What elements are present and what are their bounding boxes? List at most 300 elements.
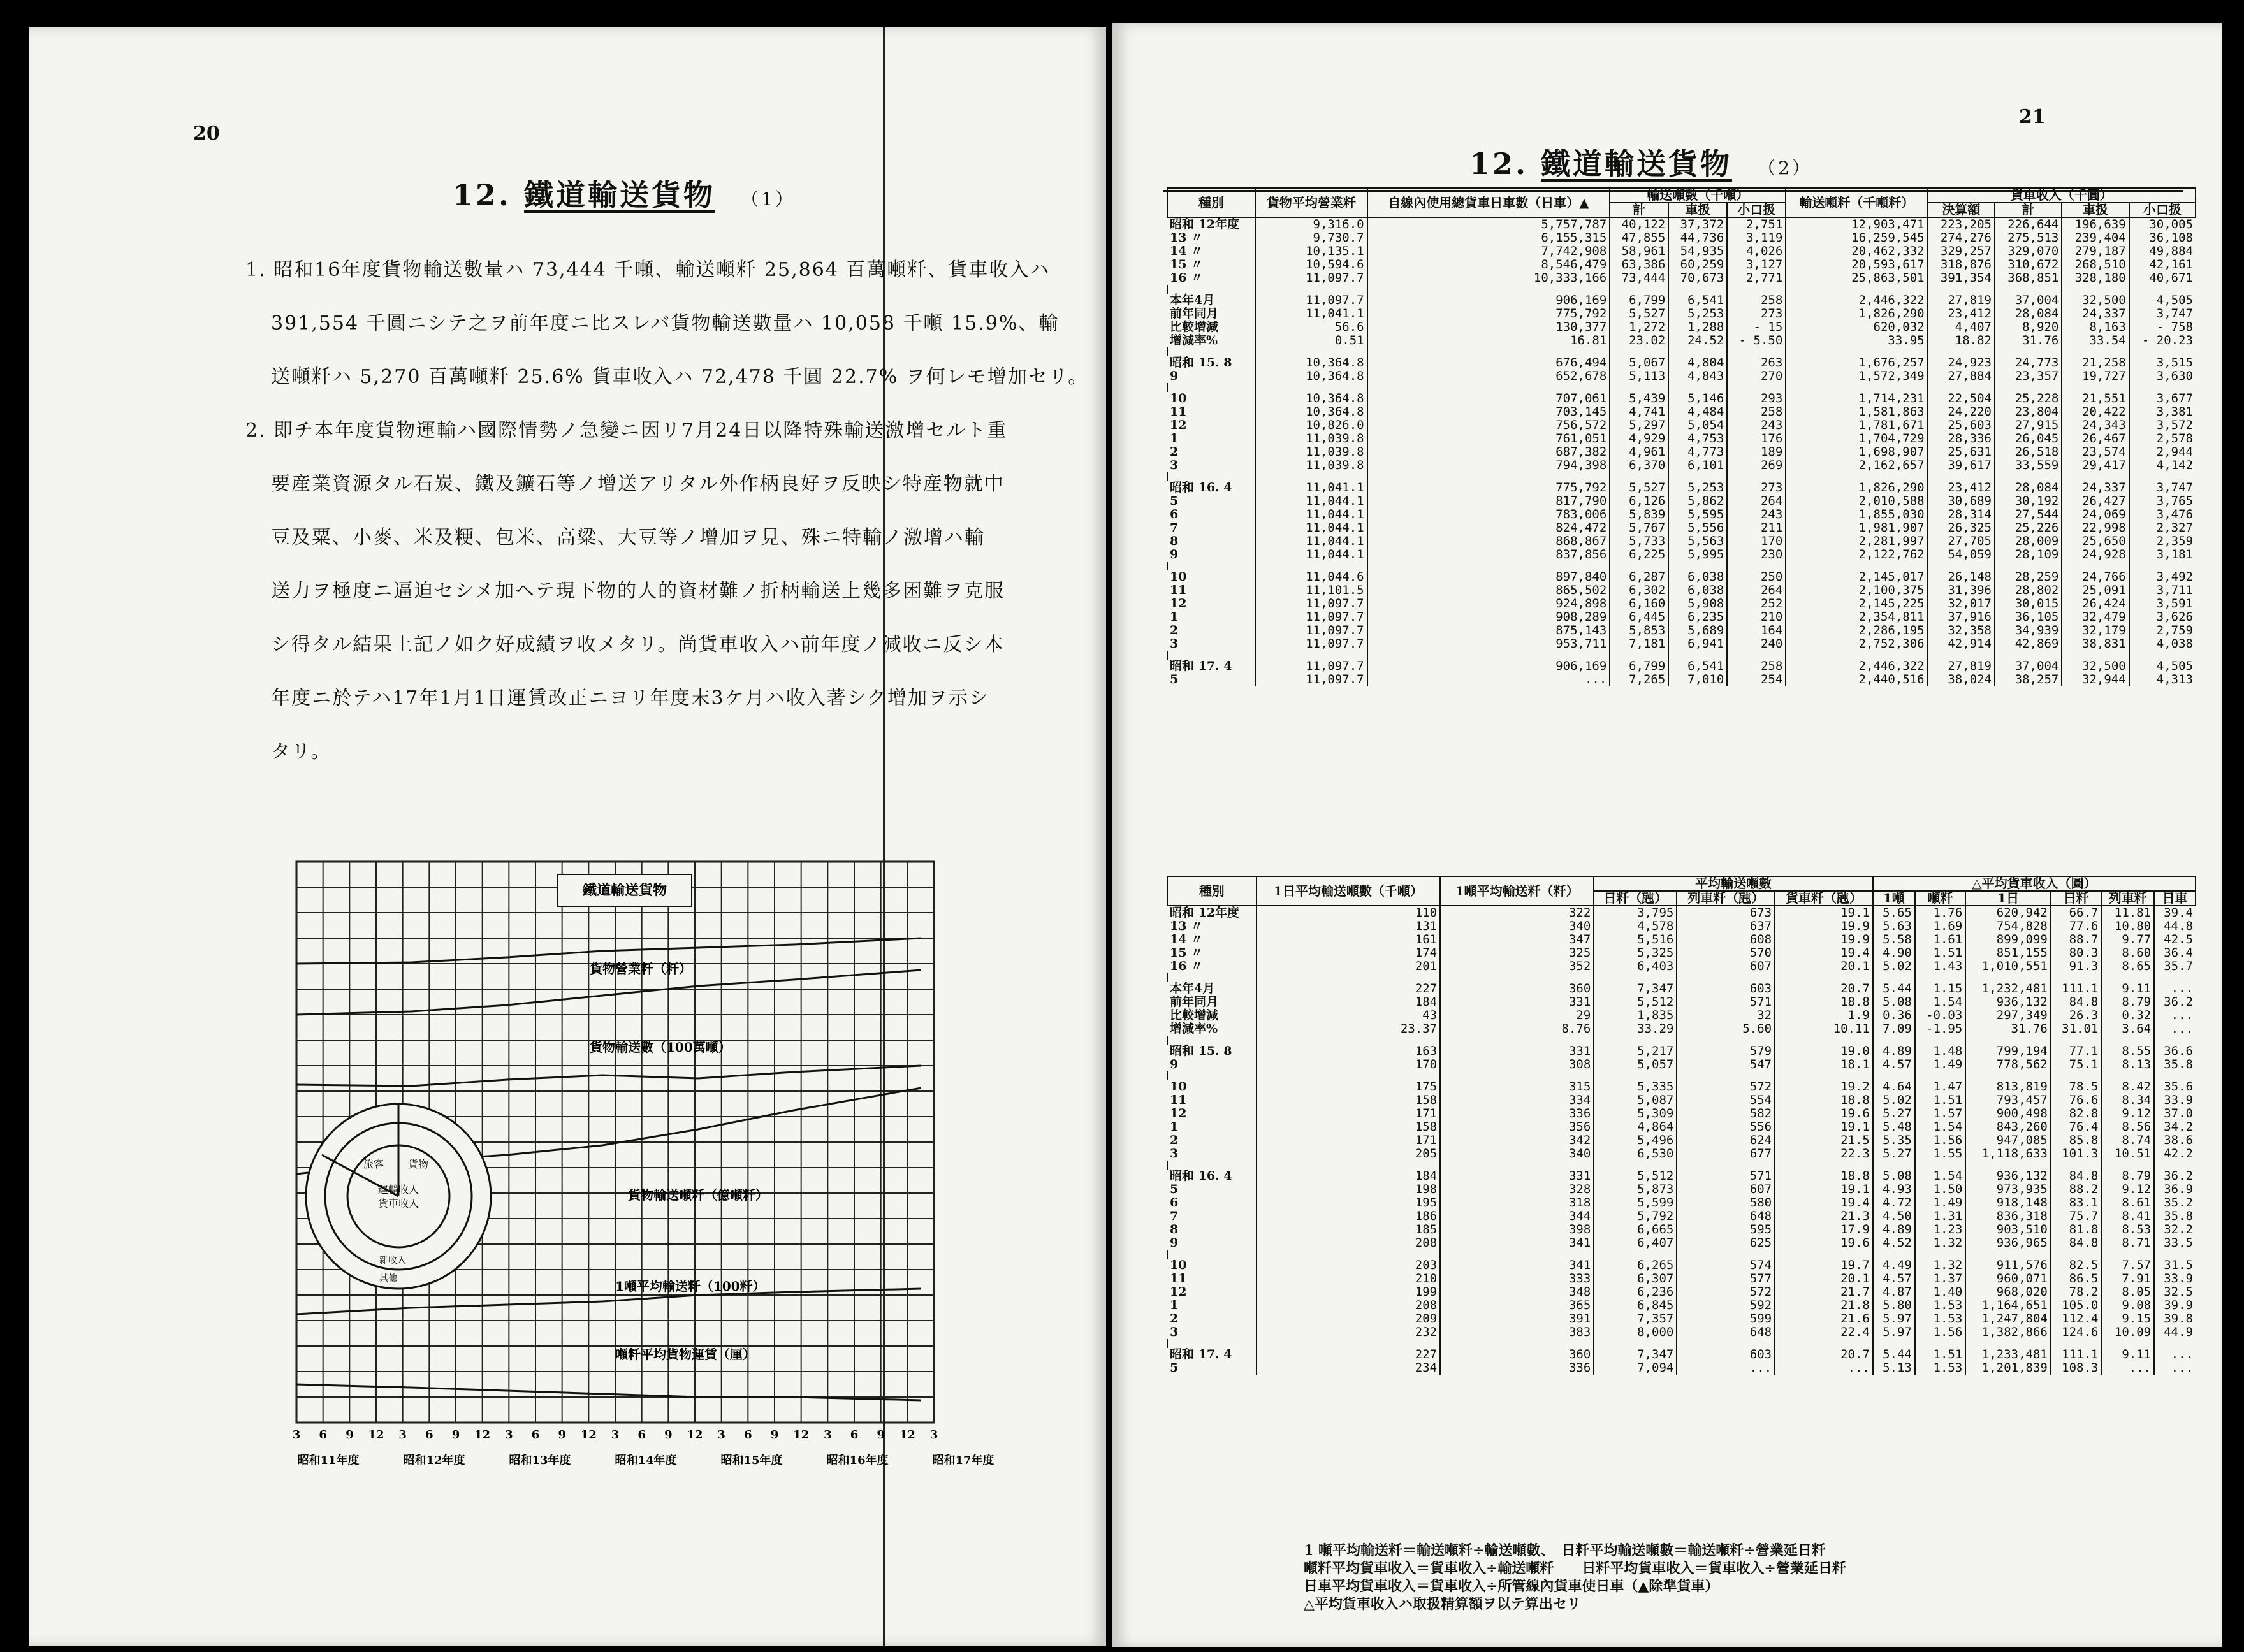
table-cell: 344 xyxy=(1440,1210,1594,1223)
table-cell: 36.2 xyxy=(2154,1170,2196,1183)
table-cell: 44,736 xyxy=(1668,231,1727,245)
row-label: 10 xyxy=(1170,570,1187,584)
row-gap xyxy=(1167,1036,2196,1045)
table-cell: 189 xyxy=(1727,446,1786,459)
table-cell: 70,673 xyxy=(1668,272,1727,285)
table-cell: 817,790 xyxy=(1367,495,1610,508)
table-cell: 5.97 xyxy=(1873,1326,1915,1339)
table-cell: 19.1 xyxy=(1775,1120,1873,1134)
table-cell: 5,253 xyxy=(1668,481,1727,495)
table-cell: 88.7 xyxy=(2051,933,2101,946)
table-row xyxy=(1167,960,2196,973)
text-line: 2. 即チ本年度貨物運輸ハ國際情勢ノ急變ニ因リ7月24日以降特殊輸送激增セルト重 xyxy=(245,419,1008,442)
table-cell: 10.80 xyxy=(2101,920,2154,933)
col-header: 決算額 xyxy=(1928,203,1995,217)
table-cell: 27,819 xyxy=(1928,294,1995,307)
table-cell: 5.08 xyxy=(1873,996,1915,1009)
table-cell: 24,766 xyxy=(2062,570,2129,584)
table-cell: 761,051 xyxy=(1367,432,1610,446)
table-cell: 398 xyxy=(1440,1223,1594,1236)
table-cell: 38,257 xyxy=(1995,673,2062,686)
table-cell: 44.8 xyxy=(2154,920,2196,933)
table-cell: 1,164,651 xyxy=(1965,1299,2051,1312)
row-gap xyxy=(1167,562,2196,570)
table-cell: 5.27 xyxy=(1873,1147,1915,1161)
table-cell: 2,759 xyxy=(2129,624,2196,637)
table-cell: 328,180 xyxy=(2062,272,2129,285)
table-cell: 2,122,762 xyxy=(1786,548,1927,562)
table-cell: 38.6 xyxy=(2154,1134,2196,1147)
row-label: 14 〃 xyxy=(1170,244,1204,258)
table-cell: 28,259 xyxy=(1995,570,2062,584)
table-cell: 837,856 xyxy=(1367,548,1610,562)
table-cell: 8,000 xyxy=(1594,1326,1677,1339)
table-cell: 1.61 xyxy=(1915,933,1965,946)
table-cell: 620,032 xyxy=(1786,321,1927,334)
row-label: 5 xyxy=(1170,1361,1179,1375)
table-row xyxy=(1167,570,2196,584)
table-cell: 20.7 xyxy=(1775,982,1873,996)
row-gap xyxy=(1167,1071,2196,1080)
table-cell: 66.7 xyxy=(2051,906,2101,920)
series-label: 貨物營業粁（粁） xyxy=(590,961,692,976)
series-label: 貨物輸送數（100萬噸） xyxy=(590,1040,731,1055)
row-label: 16 〃 xyxy=(1170,271,1204,285)
table-cell: 2,145,225 xyxy=(1786,597,1927,611)
table-cell: 11,097.7 xyxy=(1255,294,1367,307)
table-cell: 4,505 xyxy=(2129,294,2196,307)
right-page xyxy=(1112,23,2222,1647)
table-cell: 1,826,290 xyxy=(1786,307,1927,321)
table-cell: 6,225 xyxy=(1610,548,1668,562)
x-tick-label: 3 xyxy=(292,1428,301,1442)
table-cell: 5.65 xyxy=(1873,906,1915,920)
table-cell: 8,920 xyxy=(1995,321,2062,334)
table-row xyxy=(1167,231,2196,245)
table-cell: ... xyxy=(2154,1361,2196,1375)
col-header: 車扱 xyxy=(2062,203,2129,217)
table-cell: 39.8 xyxy=(2154,1312,2196,1326)
table-cell: 775,792 xyxy=(1367,481,1610,495)
table-cell: 11,039.8 xyxy=(1255,446,1367,459)
table-cell: 254 xyxy=(1727,673,1786,686)
pie-label: 貨車收入 xyxy=(377,1198,419,1210)
footnote: 噸粁平均貨車收入＝貨車收入÷輸送噸粁 日粁平均貨車收入＝貨車收入÷營業延日粁 xyxy=(1304,1560,1846,1577)
table-cell: 6,038 xyxy=(1668,570,1727,584)
table-cell: 572 xyxy=(1677,1080,1775,1094)
table-cell: 30,015 xyxy=(1995,597,2062,611)
table-cell: 9,730.7 xyxy=(1255,231,1367,245)
x-tick-label: 12 xyxy=(474,1428,491,1442)
table-cell: 28,084 xyxy=(1995,307,2062,321)
table-row xyxy=(1167,624,2196,637)
freight-average-table xyxy=(1167,876,2196,1375)
x-tick-label: 6 xyxy=(850,1428,859,1442)
table-cell: 105.0 xyxy=(2051,1299,2101,1312)
table-cell: 171 xyxy=(1257,1107,1440,1120)
page-number-left: 20 xyxy=(193,122,220,145)
table-cell: 1,676,257 xyxy=(1786,356,1927,370)
row-label: 11 xyxy=(1170,405,1187,419)
table-cell: 11,097.7 xyxy=(1255,597,1367,611)
row-label: 9 xyxy=(1170,547,1179,562)
table-cell: 58,961 xyxy=(1610,245,1668,258)
table-row xyxy=(1167,217,2196,231)
table-row xyxy=(1167,1259,2196,1272)
table-cell: 29 xyxy=(1440,1009,1594,1022)
table-cell: 33.9 xyxy=(2154,1272,2196,1286)
table-cell: 2,145,017 xyxy=(1786,570,1927,584)
table-cell: 2,327 xyxy=(2129,521,2196,535)
table-cell: 4,026 xyxy=(1727,245,1786,258)
table-cell: 11,097.7 xyxy=(1255,660,1367,673)
table-cell: 28,314 xyxy=(1928,508,1995,521)
table-cell: 599 xyxy=(1677,1312,1775,1326)
table-cell: 8.79 xyxy=(2101,1170,2154,1183)
row-label: 5 xyxy=(1170,672,1179,686)
table-cell: 571 xyxy=(1677,996,1775,1009)
table-cell: 347 xyxy=(1440,933,1594,946)
table-cell: 4.90 xyxy=(1873,946,1915,960)
text-line: 年度ニ於テハ17年1月1日運賃改正ニヨリ年度末3ケ月ハ收入著シク增加ヲ示シ xyxy=(271,687,990,709)
table-cell: 577 xyxy=(1677,1272,1775,1286)
table-cell: 6,302 xyxy=(1610,584,1668,597)
table-cell: 336 xyxy=(1440,1107,1594,1120)
footnote: 1 噸平均輸送粁＝輸送噸粁÷輸送噸數、 日粁平均輸送噸數＝輸送噸粁÷營業延日粁 xyxy=(1304,1542,1826,1559)
table-cell: 195 xyxy=(1257,1196,1440,1210)
table-cell: 37,916 xyxy=(1928,611,1995,624)
table-cell: 1.51 xyxy=(1915,1094,1965,1107)
table-cell: 620,942 xyxy=(1965,906,2051,920)
table-cell: 1.50 xyxy=(1915,1183,1965,1196)
table-cell: 1,698,907 xyxy=(1786,446,1927,459)
table-cell: 4,484 xyxy=(1668,405,1727,419)
table-cell: 10,135.1 xyxy=(1255,245,1367,258)
table-cell: 10.09 xyxy=(2101,1326,2154,1339)
table-cell: 203 xyxy=(1257,1259,1440,1272)
pie-label: 貨物 xyxy=(408,1158,429,1170)
year-label: 昭和12年度 xyxy=(403,1454,465,1467)
table-cell: 11,097.7 xyxy=(1255,624,1367,637)
table-cell: 42.2 xyxy=(2154,1147,2196,1161)
table-cell: 7,357 xyxy=(1594,1312,1677,1326)
col-header: 貨車粁（瓲） xyxy=(1775,891,1873,906)
table-cell: 875,143 xyxy=(1367,624,1610,637)
table-cell: 18.8 xyxy=(1775,1094,1873,1107)
table-cell: 1.53 xyxy=(1915,1299,1965,1312)
table-cell: 608 xyxy=(1677,933,1775,946)
table-row xyxy=(1167,508,2196,521)
table-cell: 209 xyxy=(1257,1312,1440,1326)
table-cell: ... xyxy=(1775,1361,1873,1375)
table-cell: 240 xyxy=(1727,637,1786,651)
row-label: 5 xyxy=(1170,494,1179,508)
table-cell: 26,518 xyxy=(1995,446,2062,459)
year-label: 昭和11年度 xyxy=(297,1454,360,1467)
table-cell: 22.3 xyxy=(1775,1147,1873,1161)
table-cell: 25,631 xyxy=(1928,446,1995,459)
table-cell: 6,160 xyxy=(1610,597,1668,611)
table-cell: 1.37 xyxy=(1915,1272,1965,1286)
table-cell: 36.4 xyxy=(2154,946,2196,960)
table-cell: 637 xyxy=(1677,920,1775,933)
table-cell: 973,935 xyxy=(1965,1183,2051,1196)
table-cell: 1.54 xyxy=(1915,996,1965,1009)
table-cell: 360 xyxy=(1440,1348,1594,1361)
table-cell: 4,505 xyxy=(2129,660,2196,673)
freight-volume-table xyxy=(1167,187,2196,686)
row-label: 本年4月 xyxy=(1170,982,1215,996)
table-cell: 11.81 xyxy=(2101,906,2154,920)
table-cell: 32,500 xyxy=(2062,294,2129,307)
table-cell: 6,126 xyxy=(1610,495,1668,508)
trend-chart xyxy=(284,855,994,1480)
title-text: 鐵道輸送貨物 xyxy=(1541,147,1733,181)
table-cell: 0.32 xyxy=(2101,1009,2154,1022)
table-cell: 28,802 xyxy=(1995,584,2062,597)
table-cell: 20,462,332 xyxy=(1786,245,1927,258)
table-cell: 6,665 xyxy=(1594,1223,1677,1236)
table-cell: 32.5 xyxy=(2154,1286,2196,1299)
group-header: 輸送噸數（千噸） xyxy=(1610,188,1786,203)
year-label: 昭和14年度 xyxy=(615,1454,677,1467)
table-cell: 84.8 xyxy=(2051,1170,2101,1183)
table-cell: 607 xyxy=(1677,1183,1775,1196)
text-line: 豆及粟、小麥、米及粳、包米、高粱、大豆等ノ增加ヲ見、殊ニ特輸ノ激增ハ輸 xyxy=(271,526,985,549)
footnote: △平均貨車收入ハ取扱精算額ヲ以テ算出セリ xyxy=(1304,1596,1581,1612)
page-number-right: 21 xyxy=(2019,106,2046,128)
table-cell: 31.76 xyxy=(1965,1022,2051,1036)
table-cell: 10,364.8 xyxy=(1255,370,1367,383)
table-cell: 1.32 xyxy=(1915,1259,1965,1272)
table-cell: 3,747 xyxy=(2129,481,2196,495)
row-label: 9 xyxy=(1170,369,1179,383)
table-cell: 4,142 xyxy=(2129,459,2196,472)
row-label: 5 xyxy=(1170,1182,1179,1196)
table-cell: 3,677 xyxy=(2129,392,2196,405)
table-row xyxy=(1167,982,2196,996)
table-cell: 1,835 xyxy=(1594,1009,1677,1022)
table-cell: 7,010 xyxy=(1668,673,1727,686)
row-label: 12 xyxy=(1170,1285,1187,1299)
table-cell: 7,347 xyxy=(1594,1348,1677,1361)
table-cell: 24,069 xyxy=(2062,508,2129,521)
table-cell: 32.2 xyxy=(2154,1223,2196,1236)
table-cell: 63,386 xyxy=(1610,258,1668,272)
table-cell: 2,752,306 xyxy=(1786,637,1927,651)
x-tick-label: 12 xyxy=(687,1428,703,1442)
table-cell: 40,671 xyxy=(2129,272,2196,285)
table-cell: 1.15 xyxy=(1915,982,1965,996)
table-cell: 7,742,908 xyxy=(1367,245,1610,258)
table-cell: 18.8 xyxy=(1775,1170,1873,1183)
table-cell: 20.1 xyxy=(1775,1272,1873,1286)
table-cell: 112.4 xyxy=(2051,1312,2101,1326)
table-cell: 11,097.7 xyxy=(1255,272,1367,285)
table-cell: -1.95 xyxy=(1915,1022,1965,1036)
table-cell: 25,228 xyxy=(1995,392,2062,405)
table-cell: 35.8 xyxy=(2154,1058,2196,1071)
table-cell: 1.76 xyxy=(1915,906,1965,920)
table-cell: 1.56 xyxy=(1915,1134,1965,1147)
table-cell: 273 xyxy=(1727,307,1786,321)
table-cell: 4,741 xyxy=(1610,405,1668,419)
table-cell: 570 xyxy=(1677,946,1775,960)
row-gap xyxy=(1167,1339,2196,1348)
year-label: 昭和16年度 xyxy=(826,1454,889,1467)
table-cell: 37.0 xyxy=(2154,1107,2196,1120)
table-cell: 293 xyxy=(1727,392,1786,405)
table-cell: 6,307 xyxy=(1594,1272,1677,1286)
table-cell: 184 xyxy=(1257,996,1440,1009)
x-tick-label: 6 xyxy=(319,1428,327,1442)
table-cell: 78.5 xyxy=(2051,1080,2101,1094)
table-cell: 2,281,997 xyxy=(1786,535,1927,548)
table-cell: 322 xyxy=(1440,906,1594,920)
x-tick-label: 3 xyxy=(505,1428,513,1442)
table-cell: 274,276 xyxy=(1928,231,1995,245)
table-cell: 43 xyxy=(1257,1009,1440,1022)
table-cell: 1.23 xyxy=(1915,1223,1965,1236)
table-cell: 360 xyxy=(1440,982,1594,996)
table-cell: 851,155 xyxy=(1965,946,2051,960)
table-row xyxy=(1167,481,2196,495)
x-tick-label: 9 xyxy=(346,1428,354,1442)
row-label: 比較增減 xyxy=(1170,1008,1219,1022)
row-label: 昭和 16. 4 xyxy=(1170,1169,1232,1183)
row-gap xyxy=(1167,472,2196,481)
x-tick-label: 6 xyxy=(638,1428,646,1442)
table-cell: - 5.50 xyxy=(1727,334,1786,347)
table-cell: 5,512 xyxy=(1594,1170,1677,1183)
row-label: 2 xyxy=(1170,1312,1179,1326)
table-cell: 1,572,349 xyxy=(1786,370,1927,383)
table-cell: 258 xyxy=(1727,660,1786,673)
table-cell: 36,105 xyxy=(1995,611,2062,624)
table-cell: 5.44 xyxy=(1873,1348,1915,1361)
table-row xyxy=(1167,673,2196,686)
table-row xyxy=(1167,1183,2196,1196)
table-cell: ... xyxy=(1367,673,1610,686)
table-cell: 243 xyxy=(1727,419,1786,432)
table-cell: 76.6 xyxy=(2051,1094,2101,1107)
table-cell: 232 xyxy=(1257,1326,1440,1339)
page-title-right xyxy=(1469,141,1812,183)
table-cell: 6,038 xyxy=(1668,584,1727,597)
table-cell: 18.82 xyxy=(1928,334,1995,347)
col-header: 種別 xyxy=(1167,876,1257,906)
table-cell: 10,364.8 xyxy=(1255,356,1367,370)
table-cell: 6,799 xyxy=(1610,660,1668,673)
table-cell: 1.54 xyxy=(1915,1120,1965,1134)
title-number: 12. xyxy=(453,178,512,212)
table-cell: 37,004 xyxy=(1995,294,2062,307)
table-cell: 22.4 xyxy=(1775,1326,1873,1339)
table-cell: 34.2 xyxy=(2154,1120,2196,1134)
table-row xyxy=(1167,1286,2196,1299)
table-cell: 906,169 xyxy=(1367,660,1610,673)
table-cell: 865,502 xyxy=(1367,584,1610,597)
table-cell: 4.89 xyxy=(1873,1045,1915,1058)
table-cell: 33.9 xyxy=(2154,1094,2196,1107)
table-cell: 35.6 xyxy=(2154,1080,2196,1094)
table-cell: - 20.23 xyxy=(2129,334,2196,347)
table-cell: 3,795 xyxy=(1594,906,1677,920)
table-cell: 1.51 xyxy=(1915,1348,1965,1361)
title-part: （2） xyxy=(1758,157,1812,178)
table-cell: 176 xyxy=(1727,432,1786,446)
table-cell: 263 xyxy=(1727,356,1786,370)
table-cell: 676,494 xyxy=(1367,356,1610,370)
table-cell: 35.2 xyxy=(2154,1196,2196,1210)
table-cell: 185 xyxy=(1257,1223,1440,1236)
table-cell: 26.3 xyxy=(2051,1009,2101,1022)
table-cell: 336 xyxy=(1440,1361,1594,1375)
table-cell: 211 xyxy=(1727,521,1786,535)
table-cell: 9.15 xyxy=(2101,1312,2154,1326)
table-cell: 36.2 xyxy=(2154,996,2196,1009)
pie-label: 旅客 xyxy=(363,1158,384,1170)
pie-label: 雜收入 xyxy=(379,1256,406,1266)
table-cell: 947,085 xyxy=(1965,1134,2051,1147)
table-cell: 23.37 xyxy=(1257,1022,1440,1036)
table-cell: 208 xyxy=(1257,1299,1440,1312)
row-label: 11 xyxy=(1170,583,1187,597)
table-cell: 5.02 xyxy=(1873,1094,1915,1107)
table-cell: 21,258 xyxy=(2062,356,2129,370)
table-cell: 36,108 xyxy=(2129,231,2196,245)
row-label: 昭和 17. 4 xyxy=(1170,659,1232,673)
table-cell: 5,599 xyxy=(1594,1196,1677,1210)
table-cell: 5,767 xyxy=(1610,521,1668,535)
year-label: 昭和17年度 xyxy=(932,1454,994,1467)
table-cell: 1.53 xyxy=(1915,1361,1965,1375)
table-row xyxy=(1167,446,2196,459)
row-label: 7 xyxy=(1170,1209,1179,1223)
table-cell: 82.8 xyxy=(2051,1107,2101,1120)
table-cell: 331 xyxy=(1440,996,1594,1009)
x-tick-label: 9 xyxy=(664,1428,673,1442)
table-cell: 3,492 xyxy=(2129,570,2196,584)
table-cell: 5,733 xyxy=(1610,535,1668,548)
table-cell: 556 xyxy=(1677,1120,1775,1134)
row-gap xyxy=(1167,651,2196,660)
table-row xyxy=(1167,392,2196,405)
table-cell: 603 xyxy=(1677,982,1775,996)
row-label: 昭和 15. 8 xyxy=(1170,356,1232,370)
table-row xyxy=(1167,1236,2196,1250)
table-cell: 1,010,551 xyxy=(1965,960,2051,973)
table-cell: 7,181 xyxy=(1610,637,1668,651)
row-label: 9 xyxy=(1170,1236,1179,1250)
table-row xyxy=(1167,294,2196,307)
title-number: 12. xyxy=(1469,147,1529,181)
table-row xyxy=(1167,459,2196,472)
table-cell: 16,259,545 xyxy=(1786,231,1927,245)
table-cell: 673 xyxy=(1677,906,1775,920)
row-label: 昭和 12年度 xyxy=(1170,217,1240,231)
table-cell: 19.1 xyxy=(1775,906,1873,920)
table-cell: 158 xyxy=(1257,1094,1440,1107)
table-cell: 11,044.1 xyxy=(1255,535,1367,548)
table-cell: 239,404 xyxy=(2062,231,2129,245)
table-cell: 110 xyxy=(1257,906,1440,920)
table-row xyxy=(1167,521,2196,535)
table-cell: 5,146 xyxy=(1668,392,1727,405)
table-cell: 6,235 xyxy=(1668,611,1727,624)
table-cell: 23,412 xyxy=(1928,481,1995,495)
table-cell: 158 xyxy=(1257,1120,1440,1134)
